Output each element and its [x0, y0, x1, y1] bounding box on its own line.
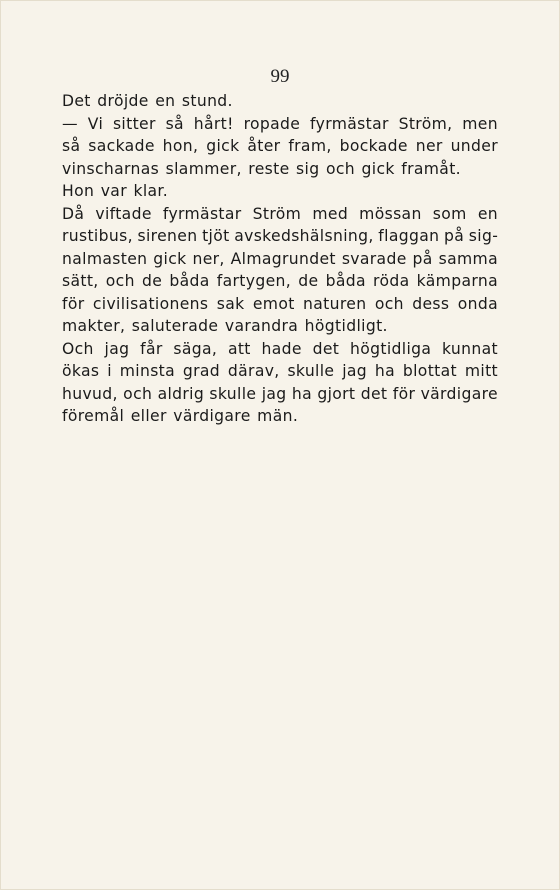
text-line: Då viftade fyrmästar Ström med mössan som en	[62, 204, 498, 223]
text-line: Det dröjde en stund.	[62, 92, 233, 110]
text-line: rustibus, sirenen tjöt avskedshälsning, flaggan på sig-	[62, 227, 499, 245]
text-line: huvud, och aldrig skulle jag ha gjort det för värdigare	[62, 384, 498, 403]
text-line: — Vi sitter så hårt! ropade fyrmästar Ström, men	[62, 114, 498, 133]
text-line: nalmasten gick ner, Almagrundet svarade på samma	[62, 249, 498, 268]
page-number: 99	[270, 66, 290, 87]
text-line: makter, saluterade varandra högtidligt.	[62, 317, 388, 335]
text-line: Och jag får säga, att hade det högtidliga kunnat	[62, 339, 498, 358]
text-line: så sackade hon, gick åter fram, bockade ner under	[62, 137, 498, 155]
text-line: för civilisationens sak emot naturen och dess onda	[62, 294, 498, 313]
text-line: vinscharnas slammer, reste sig och gick framåt.	[62, 159, 461, 178]
text-line: sätt, och de båda fartygen, de båda röda kämparna	[62, 272, 498, 290]
body-text	[62, 90, 498, 428]
text-line: Hon var klar.	[62, 182, 169, 200]
text-line: ökas i minsta grad därav, skulle jag ha blottat mitt	[62, 362, 498, 380]
text-line: föremål eller värdigare män.	[62, 407, 299, 425]
